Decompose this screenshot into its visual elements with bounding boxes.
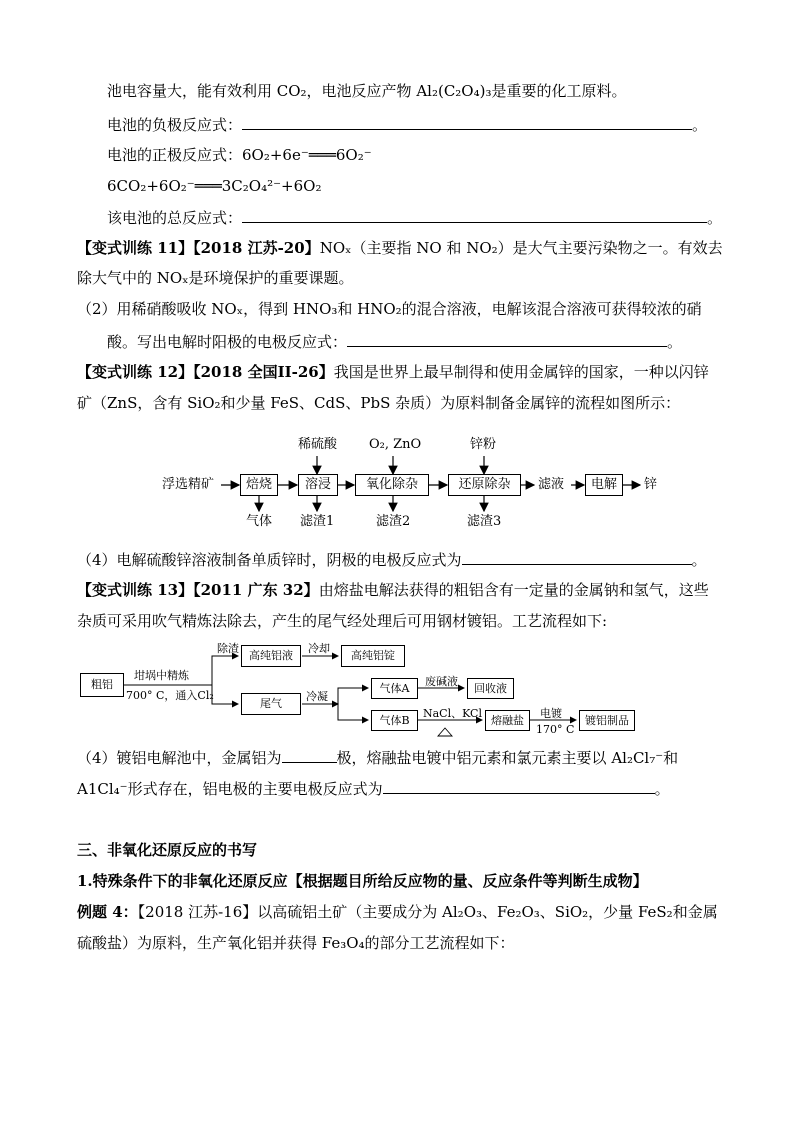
total-reaction-prompt: 该电池的总反应式： xyxy=(107,209,243,227)
text-line: 矿（ZnS，含有 SiO₂和少量 FeS、CdS、PbS 杂质）为原料制备金属锌的流程如图所示： xyxy=(77,394,681,412)
anode-prompt: 酸。写出电解时阳极的电极反应式： xyxy=(107,333,348,351)
exercise-tag: 【变式训练 13】 xyxy=(77,581,194,599)
text-line: 电池的正极反应式：6O₂+6e⁻═══6O₂⁻ xyxy=(107,146,372,164)
text-line xyxy=(77,549,707,570)
subsection-heading: 1.特殊条件下的非氧化还原反应【根据题目所给反应物的量、反应条件等判断生成物】 xyxy=(77,872,648,890)
text-line xyxy=(107,114,707,135)
period: 。 xyxy=(691,551,707,569)
text-line xyxy=(107,207,722,228)
slag-label: 除渣 xyxy=(217,642,239,655)
text-line: 池电容量大，能有效利用 CO₂，电池反应产物 Al₂(C₂O₄)₃是重要的化工原料。 xyxy=(107,82,627,100)
text-line: 6CO₂+6O₂⁻═══3C₂O₄²⁻+6O₂ xyxy=(107,177,322,195)
cooling-label: 冷却 xyxy=(308,642,330,655)
section-heading: 三、非氧化还原反应的书写 xyxy=(77,841,258,859)
refining-label: 坩埚中精炼 xyxy=(134,669,189,682)
answer-blank[interactable] xyxy=(462,549,692,565)
filtrate-label: 滤液 xyxy=(538,477,565,492)
plated-product-box: 镀铝制品 xyxy=(579,710,635,731)
source-tag: 【2018 全国II-26】 xyxy=(193,363,334,381)
zinc-product-label: 锌 xyxy=(644,477,658,492)
source-tag: 【2018 江苏-16】 xyxy=(137,903,258,921)
gas-a-box: 气体A xyxy=(371,678,418,699)
electrolysis-box: 电解 xyxy=(585,474,623,496)
text-line xyxy=(77,902,718,922)
example-tag: 例题 4： xyxy=(77,903,138,921)
answer-blank[interactable] xyxy=(242,207,707,223)
text-line: （2）用稀硝酸吸收 NOₓ，得到 HNO₃和 HNO₂的混合溶液，电解该混合溶液可获得较浓的硝 xyxy=(77,300,702,318)
period: 。 xyxy=(654,780,670,798)
answer-blank[interactable] xyxy=(347,331,667,347)
exercise-tag: 【变式训练 12】 xyxy=(77,363,194,381)
leaching-box: 溶浸 xyxy=(298,474,338,496)
cathode-prompt: （4）电解硫酸锌溶液制备单质锌时，阴极的电极反应式为 xyxy=(77,551,462,569)
question-text: （4）镀铝电解池中，金属铝为 xyxy=(77,749,282,767)
text-line xyxy=(77,747,678,768)
text-line xyxy=(107,331,682,352)
answer-blank[interactable] xyxy=(242,114,692,130)
condense-label: 冷凝 xyxy=(306,690,328,703)
pure-al-ingot-box: 高纯铝锭 xyxy=(341,645,405,667)
dilute-sulfuric-label: 稀硫酸 xyxy=(298,437,338,452)
text-line xyxy=(77,238,723,258)
question-text: 极，熔融盐电镀中铝元素和氯元素主要以 Al₂Cl₇⁻和 xyxy=(336,749,679,767)
crude-aluminum-box: 粗铝 xyxy=(80,673,124,697)
oxygen-zno-label: O₂, ZnO xyxy=(369,437,422,452)
zinc-powder-label: 锌粉 xyxy=(470,437,497,452)
gas-label: 气体 xyxy=(246,514,273,529)
gas-b-box: 气体B xyxy=(371,710,418,731)
electrode-prompt: A1Cl₄⁻形式存在，铝电极的主要电极反应式为 xyxy=(77,780,383,798)
text-line xyxy=(77,580,709,600)
question-text: 由熔盐电解法获得的粗铝含有一定量的金属钠和氢气，这些 xyxy=(318,581,709,599)
exercise-tag: 【变式训练 11】 xyxy=(77,239,194,257)
refining-condition-label: 700° C，通入Cl₂ xyxy=(126,689,214,702)
answer-blank[interactable] xyxy=(282,747,337,763)
residue1-label: 滤渣1 xyxy=(300,514,335,529)
period: 。 xyxy=(667,333,683,351)
period: 。 xyxy=(692,116,708,134)
oxidation-box: 氧化除杂 xyxy=(355,474,429,496)
question-text: 我国是世界上最早制得和使用金属锌的国家，一种以闪锌 xyxy=(333,363,709,381)
recovered-liquid-box: 回收液 xyxy=(467,678,514,699)
answer-blank[interactable] xyxy=(383,778,655,794)
period: 。 xyxy=(707,209,723,227)
waste-alkali-label: 废碱液 xyxy=(425,675,458,688)
pure-al-liquid-box: 高纯铝液 xyxy=(241,645,301,667)
text-line: 杂质可采用吹气精炼法除去，产生的尾气经处理后可用钢材镀铝。工艺流程如下: xyxy=(77,612,608,630)
text-line xyxy=(77,362,709,382)
source-tag: 【2011 广东 32】 xyxy=(193,581,319,599)
tail-gas-box: 尾气 xyxy=(241,693,301,715)
text-line: 硫酸盐）为原料，生产氧化铝并获得 Fe₃O₄的部分工艺流程如下： xyxy=(77,934,515,952)
plating-label: 电镀 xyxy=(540,707,562,720)
source-tag: 【2018 江苏-20】 xyxy=(193,239,320,257)
reduction-box: 还原除杂 xyxy=(448,474,521,496)
flow-start-label: 浮选精矿 xyxy=(162,477,215,492)
salts-label: NaCl、KCl xyxy=(423,707,482,720)
plating-temp-label: 170° C xyxy=(536,723,575,736)
residue2-label: 滤渣2 xyxy=(376,514,411,529)
text-line: 除大气中的 NOₓ是环境保护的重要课题。 xyxy=(77,269,354,287)
question-text: NOₓ（主要指 NO 和 NO₂）是大气主要污染物之一。有效去 xyxy=(319,239,723,257)
molten-salt-box: 熔融盐 xyxy=(485,710,530,731)
residue3-label: 滤渣3 xyxy=(467,514,502,529)
negative-electrode-prompt: 电池的负极反应式： xyxy=(107,116,243,134)
text-line xyxy=(77,778,670,799)
question-text: 以高硫铝土矿（主要成分为 Al₂O₃、Fe₂O₃、SiO₂，少量 FeS₂和金属 xyxy=(257,903,718,921)
roasting-box: 焙烧 xyxy=(240,474,278,496)
